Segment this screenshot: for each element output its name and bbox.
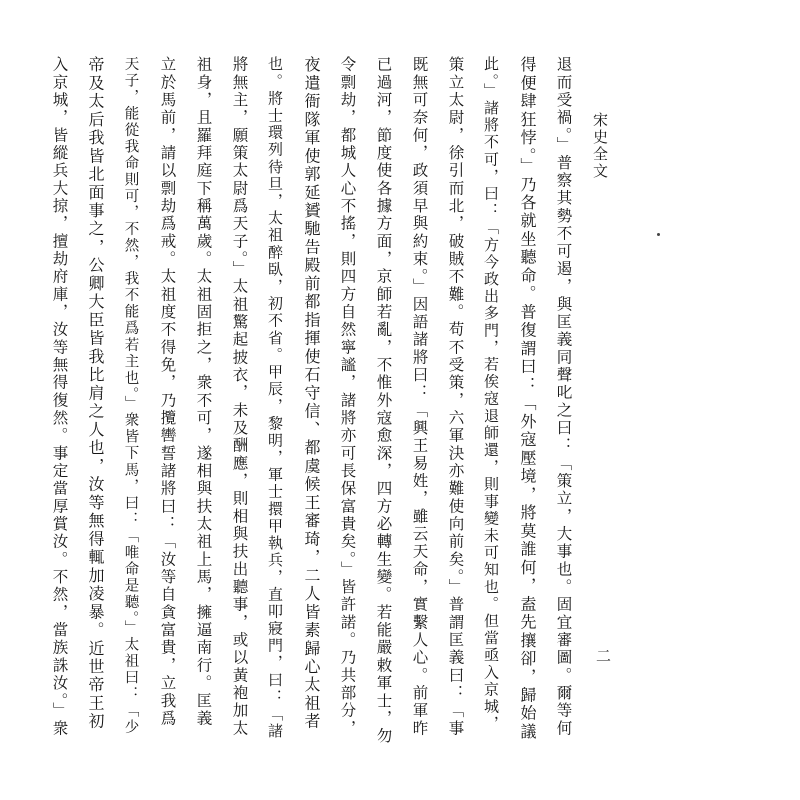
text-column: 帝及太后我皆北面事之，公卿大臣皆我比肩之人也，汝等無得輒加凌暴。近世帝王初 (86, 56, 105, 731)
text-column: 得便肆狂悖。」乃各就坐聽命。普復謂曰：「外寇壓境，將莫誰何，盍先攘卻，歸始議 (518, 56, 537, 742)
text-column: 天子，能從我命則可，不然，我不能爲若主也。」衆皆下馬，曰：「唯命是聽。」太祖曰：「少 (122, 56, 139, 736)
running-title: 宋史全文 (591, 112, 609, 180)
text-column: 祖身，且羅拜庭下稱萬歲。太祖固拒之，衆不可，遂相與扶太祖上馬，擁逼南行。匡義 (194, 56, 213, 728)
text-column: 也。將士環列待旦，太祖醉臥，初不省。甲辰，黎明，軍士擐甲執兵，直叩寢門，曰：「諸 (266, 56, 284, 740)
page-number: 二 (594, 648, 612, 663)
text-column: 既無可奈何，政須早與約束。」因語諸將曰：「興王易姓，雖云天命，實繫人心。前軍昨 (410, 56, 429, 738)
text-column: 退而受禍。」普察其勢不可遏，與匡義同聲叱之曰：「策立，大事也。固宜審圖。爾等何 (554, 56, 573, 738)
text-column: 已過河，節度使各據方面，京師若亂，不惟外寇愈深，四方必轉生變。若能嚴敕軍士，勿 (374, 56, 393, 746)
text-column: 入京城，皆縱兵大掠，擅劫府庫，汝等無得復然。事定當厚賞汝。不然，當族誅汝。」衆 (50, 56, 69, 738)
speck-mark (657, 233, 660, 236)
text-column: 夜遣衙隊軍使郭延贇馳告殿前都指揮使石守信、都虞候王審琦，二人皆素歸心太祖者 (302, 56, 321, 731)
text-column: 令剽劫，都城人心不搖，則四方自然寧謐，諸將亦可長保富貴矣。」皆許諾。乃共部分， (338, 56, 357, 738)
text-column: 此。」諸將不可，曰：「方今政出多門，若俟寇退師還，則事變未可知也。但當亟入京城， (482, 56, 500, 733)
text-column: 立於馬前，請以剽劫爲戒。太祖度不得免，乃攬轡誓諸將曰：「汝等自貪富貴，立我爲 (158, 56, 177, 728)
text-column: 策立太尉，徐引而北，破賊不難。苟不受策，六軍決亦難使向前矣。」普謂匡義曰：「事 (446, 56, 465, 738)
text-column: 將無主，願策太尉爲天子。」太祖驚起披衣，未及酬應，則相與扶出聽事，或以黃袍加太 (230, 56, 249, 738)
